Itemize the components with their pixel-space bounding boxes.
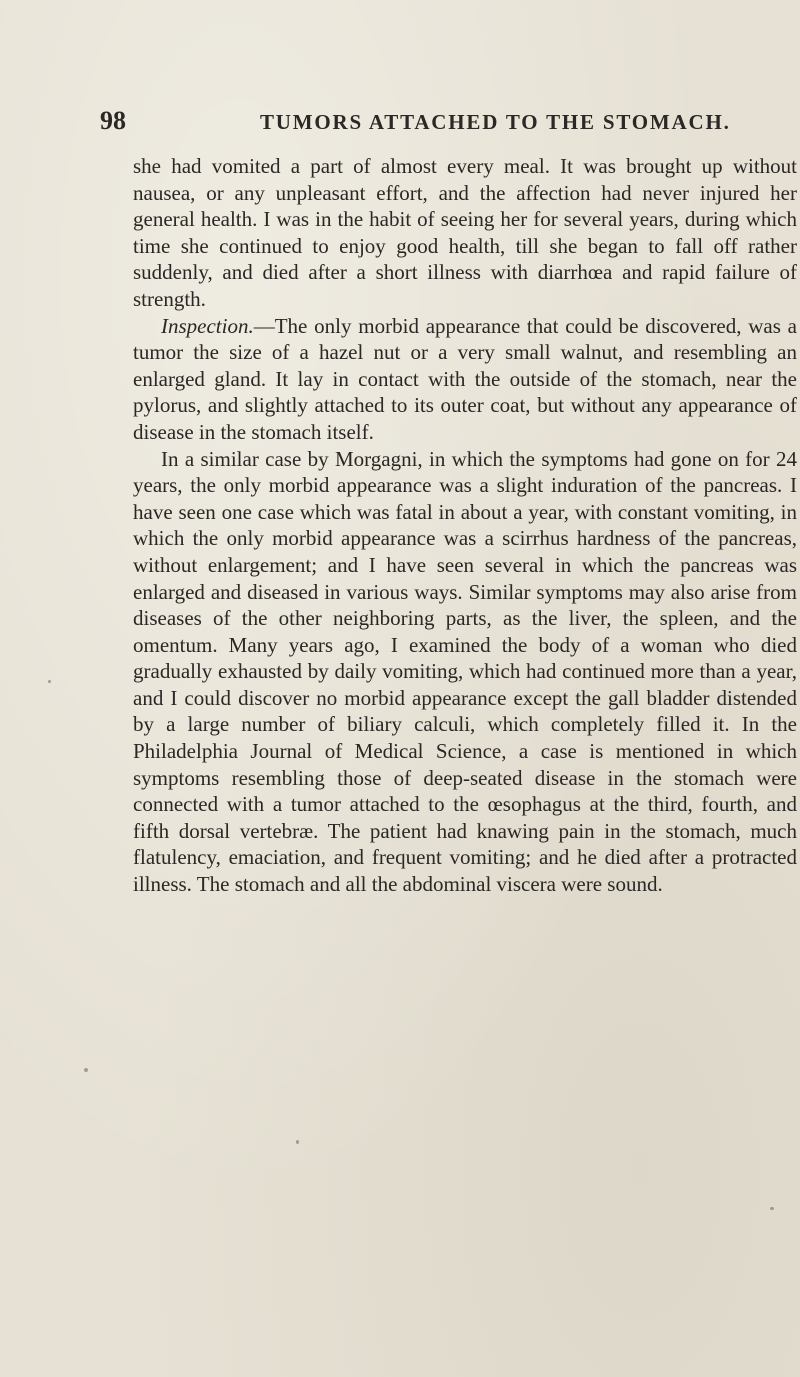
paragraph-2 bbox=[133, 313, 797, 446]
page-number: 98 bbox=[100, 106, 126, 135]
paper-speck bbox=[48, 680, 51, 683]
paper-speck bbox=[296, 1140, 299, 1144]
paragraph-3-text: In a similar case by Morgagni, in which the symptoms had gone on for 24 years, the only morbid appearance was a slight induration of the pancreas. I have seen one case which was fatal in about a year, with constant vomiting, in which the only morbid appearance was a scirrhus hardness of the pancreas, without enlargement; and I have seen several in which the pancreas was enlarged and diseased in various ways. Similar symptoms may also arise from diseases of the other neighboring parts, as the liver, the spleen, and the omentum. Many years ago, I examined the body of a woman who died gradually exhausted by daily vomiting, which had continued more than a year, and I could discover no morbid appearance except the gall bladder distended by a large number of biliary calculi, which completely filled it. In the Philadelphia Journal of Medical Science, a case is mentioned in which symptoms resembling those of deep-seated disease in the stomach were connected with a tumor attached to the œsophagus at the third, fourth, and fifth dorsal vertebræ. The patient had knawing pain in the stomach, much flatulency, emaciation, and frequent vomiting; and he died after a protracted illness. The stomach and all the abdominal viscera were sound. bbox=[133, 446, 797, 897]
paragraph-2-lead: Inspection. bbox=[161, 313, 254, 338]
paragraph-2-text: —The only morbid appearance that could be discovered, was a tumor the size of a hazel nut or a very small walnut, and resembling an enlarged gland. It lay in contact with the outside of the stomach, near the pylorus, and slightly attached to its outer coat, but without any appearance of disease in the stomach itself. bbox=[133, 313, 797, 444]
page-header bbox=[100, 106, 760, 138]
running-head: TUMORS ATTACHED TO THE STOMACH. bbox=[260, 110, 731, 134]
paper-speck bbox=[84, 1068, 88, 1072]
body-text bbox=[133, 153, 797, 898]
paragraph-3 bbox=[133, 446, 797, 898]
paragraph-1 bbox=[133, 153, 797, 313]
paragraph-1-text: she had vomited a part of almost every meal. It was brought up without nausea, or any unpleasant effort, and the affection had never injured her general health. I was in the habit of seeing her for several years, during which time she continued to enjoy good health, till she began to fall off rather suddenly, and died after a short illness with diarrhœa and rapid failure of strength. bbox=[133, 154, 797, 311]
paper-speck bbox=[770, 1207, 774, 1210]
